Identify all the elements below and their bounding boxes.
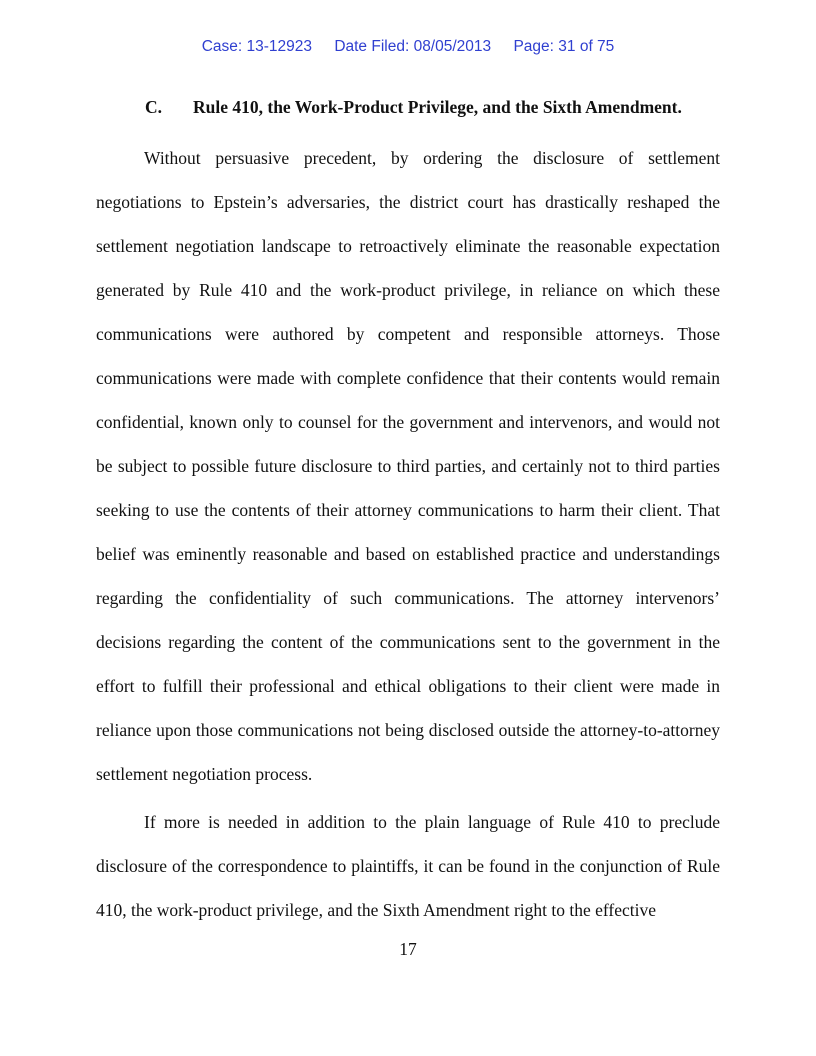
- case-number: Case: 13-12923: [201, 38, 312, 55]
- section-heading: [145, 97, 682, 118]
- body-paragraph-1-container: [96, 136, 720, 796]
- page-indicator: Page: 31 of 75: [513, 38, 615, 55]
- body-paragraph-2-container: [96, 800, 720, 932]
- body-paragraph: If more is needed in addition to the plain language of Rule 410 to preclude disclosure of the correspondence to plaintiffs, it can be found in the conjunction of Rule 410, the work-product privilege, and the Sixth Amendment right to the effective: [96, 812, 720, 920]
- page-number: 17: [399, 939, 417, 959]
- section-title: Rule 410, the Work-Product Privilege, and the Sixth Amendment.: [193, 97, 682, 117]
- date-filed: Date Filed: 08/05/2013: [334, 38, 492, 55]
- body-paragraph: Without persuasive precedent, by ordering the disclosure of settlement negotiations to Epstein’s adversaries, the district court has drastically reshaped the settlement negotiation landscape to retroactively eliminate the reasonable expectation generated by Rule 410 and the work-product privilege, in reliance on which these communications were authored by competent and responsible attorneys. Those communications were made with complete confidence that their contents would remain confidential, known only to counsel for the government and intervenors, and would not be subject to possible future disclosure to third parties, and certainly not to third parties seeking to use the contents of their attorney communications to harm their client. That belief was eminently reasonable and based on established practice and understandings regarding the confidentiality of such communications. The attorney intervenors’ decisions regarding the content of the communications sent to the government in the effort to fulfill their professional and ethical obligations to their client were made in reliance upon those communications not being disclosed outside the attorney-to-attorney settlement negotiation process.: [96, 148, 720, 784]
- filing-header: [0, 38, 816, 56]
- section-letter: C.: [145, 97, 163, 117]
